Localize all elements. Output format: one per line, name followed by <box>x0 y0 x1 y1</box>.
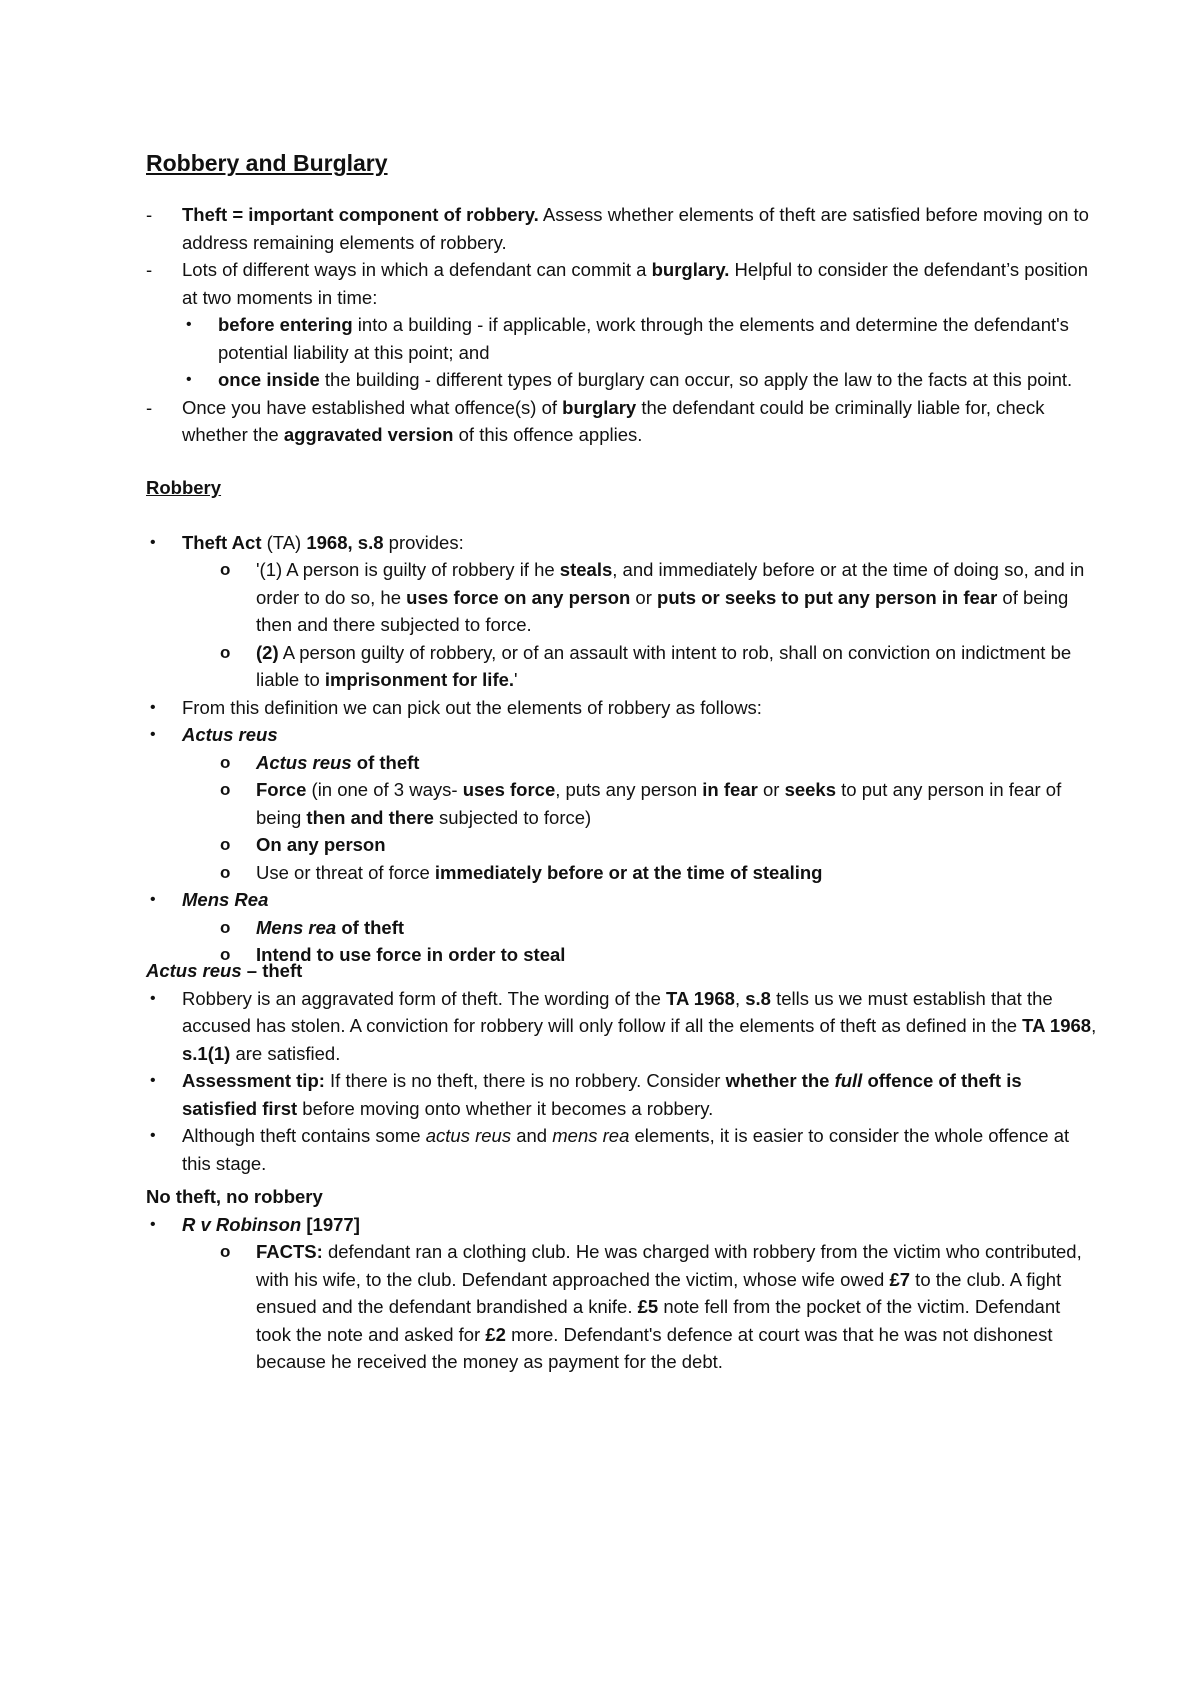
text-run: elements, it is easier to consider the whole offence at this stage. <box>182 1125 1070 1174</box>
text-run: Robbery is an aggravated form of theft. The wording of the <box>182 987 667 1009</box>
text-run: actus reus <box>425 1125 512 1146</box>
text-run: , <box>1091 1015 1097 1036</box>
text-run: subjected to force) <box>433 806 592 828</box>
bullet-marker: • <box>186 316 192 333</box>
text-run: £2 <box>485 1323 506 1345</box>
text-run: then and there <box>306 806 434 828</box>
list-item <box>146 201 1100 256</box>
text-run: Theft Act <box>182 531 262 553</box>
list-item <box>146 985 1100 1068</box>
text-run: puts or seeks to put any person in fear <box>657 586 998 608</box>
text-run: whether the <box>725 1070 835 1091</box>
robbery-heading: Robbery <box>146 477 222 498</box>
text-run: £7 <box>889 1268 911 1290</box>
text-run: On any person <box>256 834 386 855</box>
text-run: burglary. <box>651 259 730 280</box>
list-item <box>146 694 1100 722</box>
bullet-marker: • <box>150 698 156 716</box>
text-run: Mens rea <box>256 916 337 938</box>
text-run: £5 <box>637 1296 659 1317</box>
list-item <box>146 639 1100 694</box>
list-item <box>146 1122 1100 1177</box>
text-run: of theft <box>351 751 420 773</box>
text-run: of theft <box>336 916 405 938</box>
text-run: Actus reus <box>256 751 352 773</box>
text-run: Actus reus <box>146 960 242 981</box>
text-run: or <box>630 586 658 608</box>
bullet-marker: • <box>150 891 156 908</box>
sub-bullet-marker: o <box>220 780 231 799</box>
list-item <box>146 721 1100 749</box>
text-run: to the club. A fight ensued and the defendant brandished a knife. <box>256 1268 1062 1317</box>
actus-heading <box>146 957 1100 985</box>
robbery-list <box>146 529 1100 969</box>
list-item <box>146 394 1100 449</box>
text-run: From this definition we can pick out the elements of robbery as follows: <box>182 696 762 718</box>
text-run: the building - different types of burglary can occur, so apply the law to the facts at this point. <box>319 369 1073 390</box>
sub-bullet-marker: o <box>220 835 231 854</box>
text-run: – theft <box>241 960 303 981</box>
list-item <box>146 529 1100 557</box>
sub-bullet-marker: o <box>220 752 231 772</box>
text-run: full <box>834 1070 863 1091</box>
text-run: aggravated version <box>283 424 454 445</box>
text-run: Force <box>256 779 307 800</box>
sub-bullet-marker: o <box>220 917 231 937</box>
text-run: Assess whether elements of theft are satisfied before moving on to address remaining elements of robbery. <box>182 204 1089 253</box>
text-run: , <box>734 987 746 1009</box>
list-item <box>146 886 1100 914</box>
text-run: steals <box>559 559 613 580</box>
text-run: (2) <box>256 641 279 663</box>
text-run: , puts any person <box>555 779 703 800</box>
text-run: uses force on any person <box>406 586 631 608</box>
bullet-marker: • <box>150 1072 156 1089</box>
text-run: Once you have established what offence(s) of <box>182 396 563 418</box>
text-run: R v Robinson <box>182 1213 302 1235</box>
no-theft-heading: No theft, no robbery <box>146 1186 323 1207</box>
list-item <box>146 556 1100 639</box>
dash-marker: - <box>146 396 153 418</box>
bullet-marker: • <box>150 533 156 551</box>
bullet-marker: • <box>150 726 156 743</box>
text-run: uses force <box>462 779 556 800</box>
text-run: If there is no theft, there is no robbery. Consider <box>324 1070 726 1091</box>
list-item <box>146 1211 1100 1239</box>
text-run: of this offence applies. <box>453 424 643 445</box>
list-item <box>146 256 1100 311</box>
text-run: A person guilty of robbery, or of an assault with intent to rob, shall on conviction on indictment be liable to <box>256 641 1072 690</box>
sub-bullet-marker: o <box>220 945 231 964</box>
dash-marker: - <box>146 259 153 280</box>
list-item <box>146 776 1100 831</box>
dash-marker: - <box>146 204 153 225</box>
list-item <box>146 366 1100 394</box>
actus-section <box>146 957 1100 1177</box>
text-run: before moving onto whether it becomes a robbery. <box>297 1097 714 1119</box>
actus-list <box>146 985 1100 1178</box>
text-run: 1968, s.8 <box>306 531 384 553</box>
text-run: s.1(1) <box>182 1042 231 1064</box>
text-run: note fell from the pocket of the victim. Defendant took the note and asked for <box>256 1296 1061 1345</box>
text-run: Use or threat of force <box>256 861 435 883</box>
text-run: (in one of 3 ways- <box>306 779 463 800</box>
text-run: mens rea <box>552 1125 630 1146</box>
text-run: in fear <box>702 779 758 800</box>
robbery-section <box>146 474 1100 969</box>
bullet-marker: • <box>150 1127 156 1144</box>
text-run: [1977] <box>301 1213 360 1235</box>
text-run: to put any person in fear of being <box>256 779 1062 828</box>
text-run: seeks <box>784 779 837 800</box>
bullet-marker: • <box>150 989 156 1007</box>
text-run: burglary <box>562 396 637 418</box>
list-item <box>146 914 1100 942</box>
sub-bullet-marker: o <box>220 1242 231 1261</box>
bullet-marker: • <box>186 371 192 388</box>
text-run: or <box>757 779 785 800</box>
text-run: ' <box>514 669 518 690</box>
text-run: are satisfied. <box>230 1042 341 1064</box>
text-run: , and immediately before or at the time of doing so, and in order to do so, he <box>256 559 1085 608</box>
intro-section <box>146 201 1100 449</box>
text-run: before entering <box>218 314 353 335</box>
page-title: Robbery and Burglary <box>146 150 388 176</box>
text-run: FACTS: <box>256 1241 323 1262</box>
text-run: (TA) <box>261 531 307 553</box>
text-run: s.8 <box>745 987 771 1009</box>
text-run: the defendant could be criminally liable for, check whether the <box>182 396 1045 445</box>
text-run: Lots of different ways in which a defendant can commit a <box>182 259 652 280</box>
text-run: immediately before or at the time of stealing <box>434 861 823 883</box>
no-theft-list <box>146 1211 1100 1376</box>
text-run: and <box>511 1125 553 1146</box>
list-item <box>146 749 1100 777</box>
text-run: TA 1968 <box>666 987 735 1009</box>
list-item <box>146 311 1100 366</box>
text-run: Assessment tip: <box>182 1070 325 1091</box>
text-run: provides: <box>383 531 464 553</box>
text-run: defendant ran a clothing club. He was charged with robbery from the victim who contributed, with his wife, to the club. Defendant approached the victim, whose wife owed <box>256 1241 1082 1290</box>
text-run: once inside <box>218 369 320 390</box>
text-run: offence of theft is satisfied first <box>182 1070 1022 1119</box>
text-run: Actus reus <box>182 724 278 745</box>
sub-bullet-marker: o <box>220 560 231 579</box>
list-item <box>146 859 1100 887</box>
sub-bullet-marker: o <box>220 642 231 662</box>
text-run: more. Defendant's defence at court was that he was not dishonest because he received the money as payment for the debt. <box>256 1323 1053 1372</box>
list-item <box>146 831 1100 859</box>
no-theft-section <box>146 1183 1100 1376</box>
text-run: of being then and there subjected to force. <box>256 586 1069 635</box>
text-run: into a building - if applicable, work through the elements and determine the defendant's potential liability at this point; and <box>218 314 1069 363</box>
text-run: Theft = important component of robbery. <box>182 204 539 225</box>
list-item <box>146 1238 1100 1376</box>
text-run: '(1) A person is guilty of robbery if he <box>256 559 560 580</box>
text-run: Helpful to consider the defendant’s position at two moments in time: <box>182 259 1088 308</box>
text-run: Intend to use force in order to steal <box>256 944 566 965</box>
text-run: tells us we must establish that the accused has stolen. A conviction for robbery will only follow if all the elements of theft as defined in the <box>182 987 1053 1036</box>
text-run: Although theft contains some <box>182 1125 426 1146</box>
text-run: imprisonment for life. <box>324 669 515 690</box>
bullet-marker: • <box>150 1215 156 1233</box>
text-run: Mens Rea <box>182 889 269 910</box>
sub-bullet-marker: o <box>220 862 231 882</box>
text-run: TA 1968 <box>1022 1015 1092 1036</box>
list-item <box>146 1067 1100 1122</box>
